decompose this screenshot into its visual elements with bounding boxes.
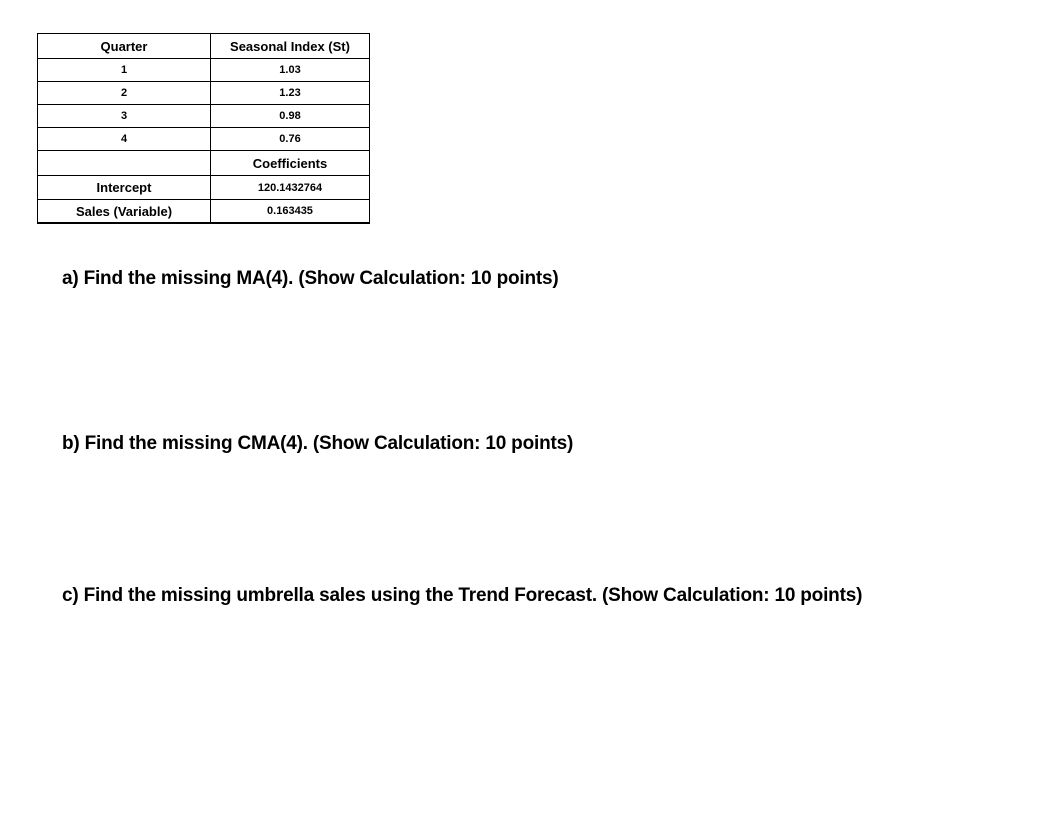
- question-a: a) Find the missing MA(4). (Show Calculation: 10 points): [62, 268, 559, 289]
- quarter-cell: 1: [38, 59, 211, 82]
- seasonal-index-table: [37, 33, 370, 224]
- coefficients-header-row: [38, 151, 370, 176]
- index-cell: 0.98: [211, 105, 370, 128]
- quarter-header: Quarter: [38, 34, 211, 59]
- sales-variable-value: 0.163435: [211, 200, 370, 224]
- index-cell: 0.76: [211, 128, 370, 151]
- regression-row: [38, 200, 370, 224]
- index-cell: 1.23: [211, 82, 370, 105]
- index-cell: 1.03: [211, 59, 370, 82]
- intercept-value: 120.1432764: [211, 176, 370, 200]
- table-row: [38, 82, 370, 105]
- table-row: [38, 59, 370, 82]
- table-header-row: [38, 34, 370, 59]
- regression-row: [38, 176, 370, 200]
- question-c: c) Find the missing umbrella sales using the Trend Forecast. (Show Calculation: 10 points): [62, 585, 863, 606]
- table-row: [38, 128, 370, 151]
- table-row: [38, 105, 370, 128]
- quarter-cell: 2: [38, 82, 211, 105]
- question-b: b) Find the missing CMA(4). (Show Calculation: 10 points): [62, 433, 574, 454]
- intercept-label: Intercept: [38, 176, 211, 200]
- seasonal-index-header: Seasonal Index (St): [211, 34, 370, 59]
- empty-cell: [38, 151, 211, 176]
- quarter-cell: 4: [38, 128, 211, 151]
- coefficients-header: Coefficients: [211, 151, 370, 176]
- quarter-cell: 3: [38, 105, 211, 128]
- sales-variable-label: Sales (Variable): [38, 200, 211, 224]
